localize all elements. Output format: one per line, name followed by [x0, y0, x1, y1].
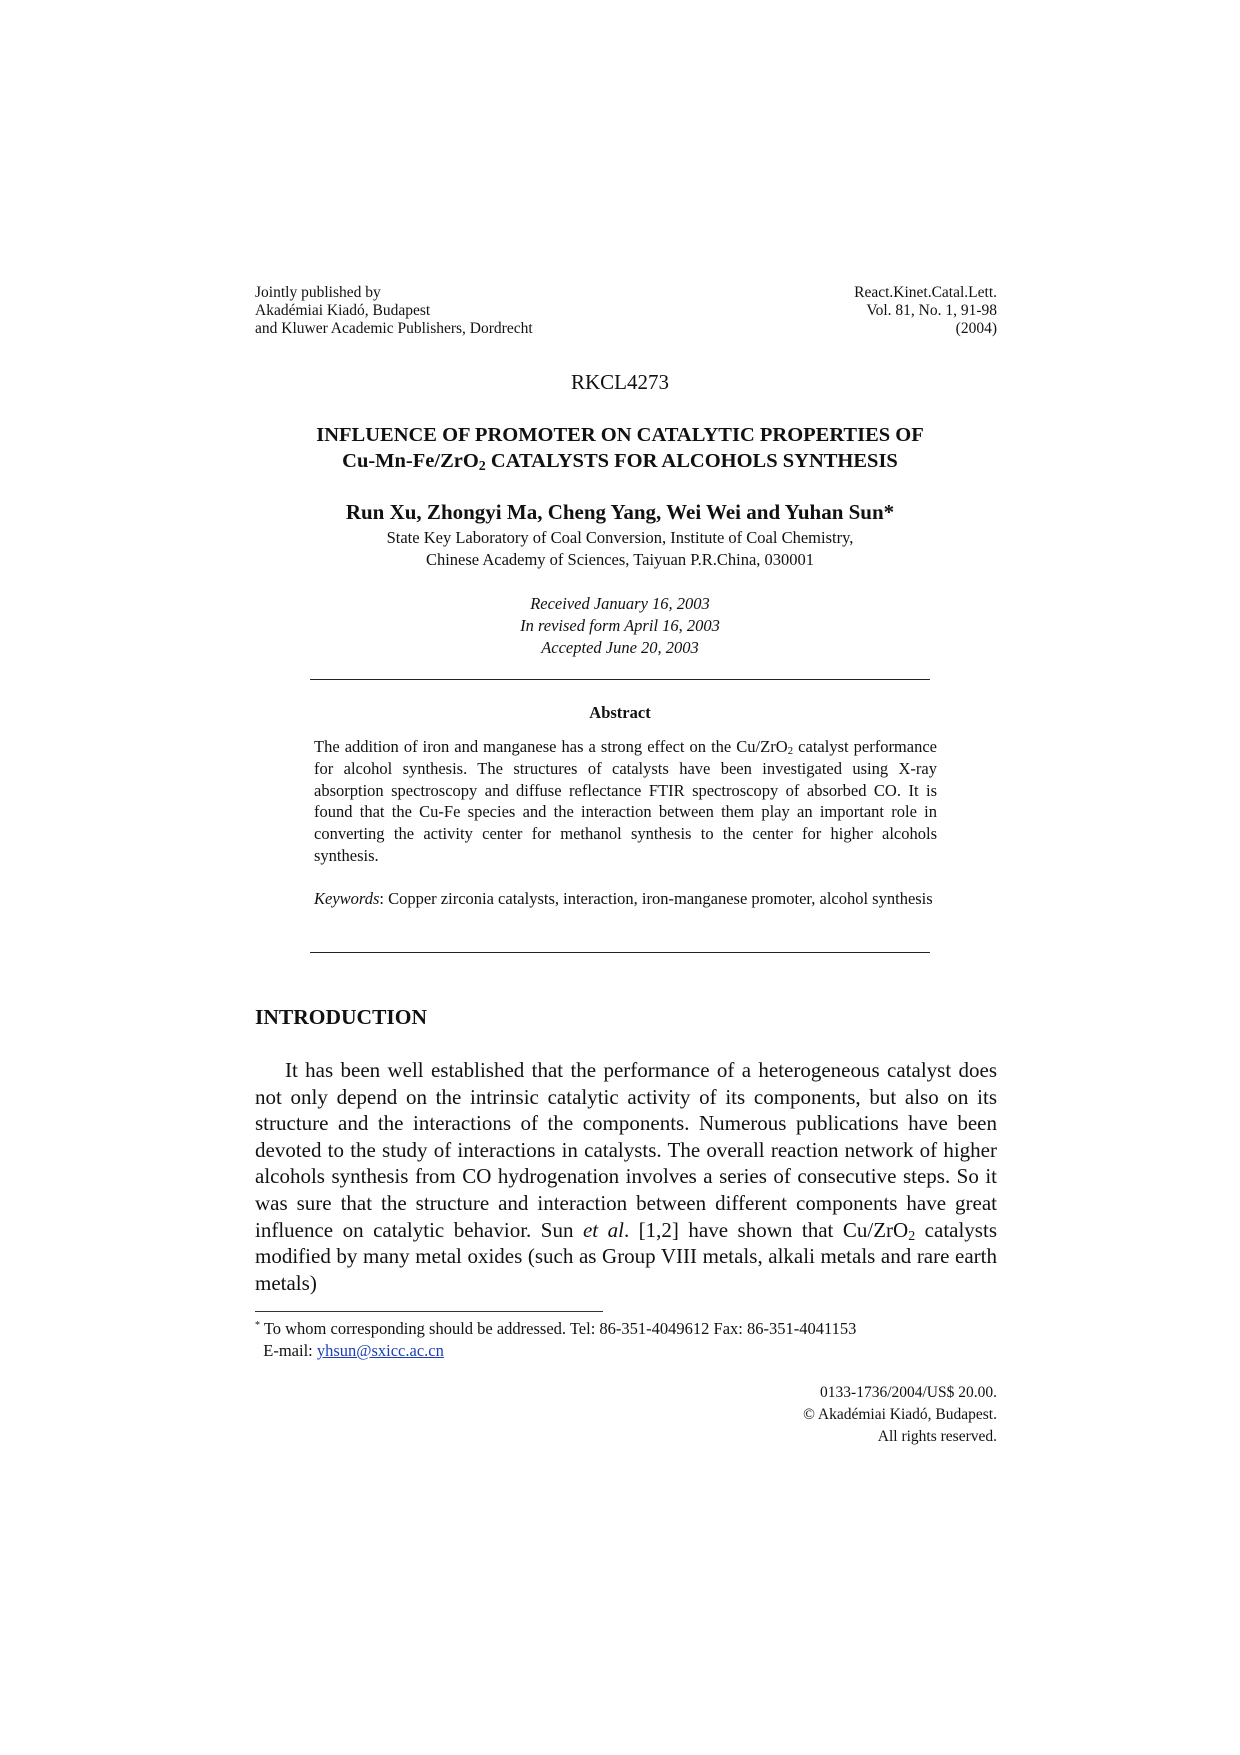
journal-line: (2004) [955, 320, 997, 337]
affiliation-line: Chinese Academy of Sciences, Taiyuan P.R.China, 030001 [425, 550, 815, 569]
abstract-heading: Abstract [589, 703, 651, 722]
footnote-line: * To whom corresponding should be addressed. Tel: 86-351-4049612 Fax: 86-351-4041153 [255, 1319, 857, 1338]
copyright-notice [700, 1382, 997, 1448]
footnote-mark: * [255, 1320, 260, 1331]
copyright-line: © Akadémiai Kiadó, Budapest. [803, 1406, 997, 1423]
footnote [255, 1318, 856, 1362]
paper-title [200, 422, 1040, 474]
abstract-bottom-rule [310, 952, 930, 953]
journal-line: React.Kinet.Catal.Lett. [854, 284, 997, 301]
introduction-paragraph: It has been well established that the performance of a heterogeneous catalyst does not only depend on the intrinsic catalytic activity of its components, but also on its structure and the interactions of the components. Numerous publications have been devoted to the study of interactions in catalysts. The overall reaction network of higher alcohols synthesis from CO hydrogenation involves a series of consecutive steps. So it was sure that the structure and interaction between different components have great influence on catalytic behavior. Sun et al. [1,2] have shown that Cu/ZrO$_2$ catalysts modified by many metal oxides (such as Group VIII metals, alkali metals and rare earth metals) [255, 1058, 997, 1295]
publisher-line: Jointly published by [255, 284, 381, 301]
accepted-date: Accepted June 20, 2003 [541, 638, 699, 657]
author-list: Run Xu, Zhongyi Ma, Cheng Yang, Wei Wei and Yuhan Sun* [345, 500, 895, 524]
keywords-text: : Copper zirconia catalysts, interaction, iron-manganese promoter, alcohol synthesis [379, 889, 933, 908]
publisher-info [255, 284, 675, 338]
revised-date: In revised form April 16, 2003 [520, 616, 720, 635]
abstract-text: The addition of iron and manganese has a strong effect on the Cu/ZrO$_2$ catalyst performance for alcohol synthesis. The structures of catalysts have been investigated using X-ray absorption spectroscopy and diffuse reflectance FTIR spectroscopy of absorbed CO. It is found that the Cu-Fe species and the interaction between them play an important role in converting the activity center for methanol synthesis to the center for higher alcohols synthesis. [314, 737, 937, 865]
title-line-2: Cu-Mn-Fe/ZrO$_2$ CATALYSTS FOR ALCOHOLS SYNTHESIS [342, 450, 898, 474]
journal-line: Vol. 81, No. 1, 91-98 [866, 302, 997, 319]
footnote-rule [255, 1311, 603, 1312]
article-code: RKCL4273 [570, 370, 669, 394]
section-heading-introduction: INTRODUCTION [255, 1005, 428, 1029]
footnote-email-line: E-mail: yhsun@sxicc.ac.cn [263, 1341, 444, 1360]
affiliation [0, 527, 1240, 571]
received-date: Received January 16, 2003 [530, 594, 710, 613]
copyright-line: 0133-1736/2004/US$ 20.00. [820, 1384, 997, 1401]
submission-dates [0, 593, 1240, 659]
abstract-top-rule [310, 679, 930, 680]
affiliation-line: State Key Laboratory of Coal Conversion, Institute of Coal Chemistry, [386, 528, 854, 547]
copyright-line: All rights reserved. [877, 1428, 997, 1445]
email-link[interactable]: yhsun@sxicc.ac.cn [316, 1341, 444, 1360]
publisher-line: Akadémiai Kiadó, Budapest [255, 302, 431, 319]
publisher-line: and Kluwer Academic Publishers, Dordrecht [255, 320, 533, 337]
journal-citation [700, 284, 997, 338]
keywords [314, 888, 937, 910]
title-line-1: INFLUENCE OF PROMOTER ON CATALYTIC PROPERTIES OF [316, 424, 924, 446]
keywords-label: Keywords [314, 889, 380, 908]
